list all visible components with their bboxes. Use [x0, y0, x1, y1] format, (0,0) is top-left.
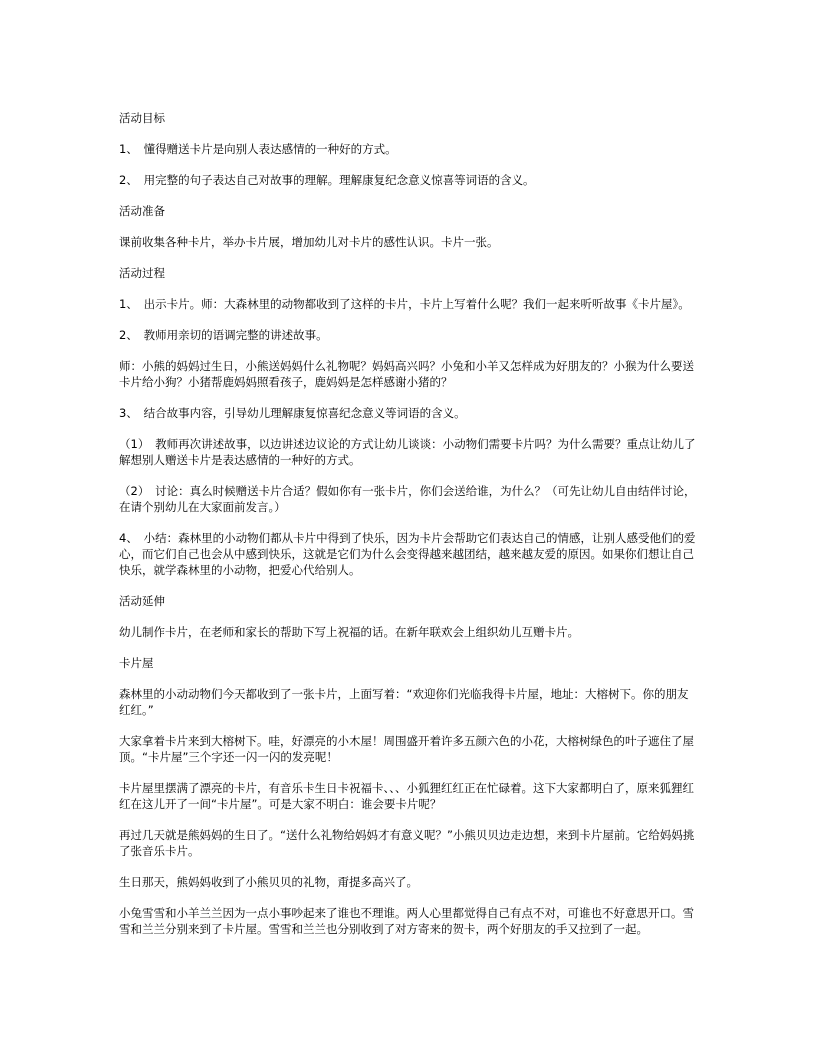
- heading-activity-extension: 活动延伸: [119, 594, 165, 608]
- story-paragraph-5: 生日那天，熊妈妈收到了小熊贝贝的礼物，甭提多高兴了。: [119, 875, 418, 889]
- goal-item-1: 1、 懂得赠送卡片是向别人表达感情的一种好的方式。: [119, 142, 397, 156]
- process-step-3: 3、 结合故事内容，引导幼儿理解康复惊喜纪念意义等词语的含义。: [119, 406, 466, 420]
- extension-text: 幼儿制作卡片，在老师和家长的帮助下写上祝福的话。在新年联欢会上组织幼儿互赠卡片。: [119, 625, 579, 639]
- story-paragraph-6: 小兔雪雪和小羊兰兰因为一点小事吵起来了谁也不理谁。两人心里都觉得自己有点不对，可谁也不好意思开口。雪雪和兰兰分别来到了卡片屋。雪雪和兰兰也分别收到了对方寄来的贺卡，两个好朋友的手又拉到了一起。: [119, 906, 694, 936]
- process-step-2: 2、 教师用亲切的语调完整的讲述故事。: [119, 328, 328, 342]
- process-step-3-sub-2: （2） 讨论：真么时候赠送卡片合适？假如你有一张卡片，你们会送给谁，为什么？（可先让幼儿自由结伴讨论，在请个别幼儿在大家面前发言。）: [119, 484, 696, 514]
- story-paragraph-2: 大家拿着卡片来到大榕树下。哇，好漂亮的小木屋！周围盛开着许多五颜六色的小花，大榕树绿色的叶子遮住了屋顶。“卡片屋”三个字还一闪一闪的发亮呢！: [119, 734, 694, 764]
- story-paragraph-3: 卡片屋里摆满了漂亮的卡片，有音乐卡生日卡祝福卡、、、小狐狸红红正在忙碌着。这下大家都明白了，原来狐狸红红在这儿开了一间“卡片屋”。可是大家不明白：谁会要卡片呢？: [119, 781, 694, 811]
- heading-activity-process: 活动过程: [119, 266, 165, 280]
- story-paragraph-1: 森林里的小动动物们今天都收到了一张卡片，上面写着：“欢迎你们光临我得卡片屋，地址：大榕树下。你的朋友红红。”: [119, 687, 689, 717]
- process-step-3-sub-1: （1） 教师再次讲述故事，以边讲述边议论的方式让幼儿谈谈：小动物们需要卡片吗？为什么需要？重点让幼儿了解想别人赠送卡片是表达感情的一种好的方式。: [119, 437, 696, 467]
- story-title: 卡片屋: [119, 656, 154, 670]
- preparation-text: 课前收集各种卡片，举办卡片展，增加幼儿对卡片的感性认识。卡片一张。: [119, 235, 499, 249]
- heading-activity-goals: 活动目标: [119, 111, 165, 125]
- heading-activity-preparation: 活动准备: [119, 204, 165, 218]
- story-paragraph-4: 再过几天就是熊妈妈的生日了。“送什么礼物给妈妈才有意义呢？”小熊贝贝边走边想，来到卡片屋前。它给妈妈挑了张音乐卡片。: [119, 828, 695, 858]
- teacher-questions: 师：小熊的妈妈过生日，小熊送妈妈什么礼物呢？妈妈高兴吗？小兔和小羊又怎样成为好朋友的？小猴为什么要送卡片给小狗？小猪帮鹿妈妈照看孩子，鹿妈妈是怎样感谢小猪的？: [119, 359, 694, 389]
- goal-item-2: 2、 用完整的句子表达自己对故事的理解。理解康复纪念意义惊喜等词语的含义。: [119, 173, 535, 187]
- process-step-1: 1、 出示卡片。师：大森林里的动物都收到了这样的卡片，卡片上写着什么呢？我们一起来听听故事《卡片屋》。: [119, 297, 690, 311]
- process-step-4-summary: 4、 小结：森林里的小动物们都从卡片中得到了快乐，因为卡片会帮助它们表达自己的情感，让别人感受他们的爱心，而它们自己也会从中感到快乐，这就是它们为什么会变得越来越团结，越来越友爱的原因。如果你们想让自己快乐，就学森林里的小动物，把爱心代给别人。: [119, 531, 696, 577]
- document-page: [119, 110, 697, 952]
